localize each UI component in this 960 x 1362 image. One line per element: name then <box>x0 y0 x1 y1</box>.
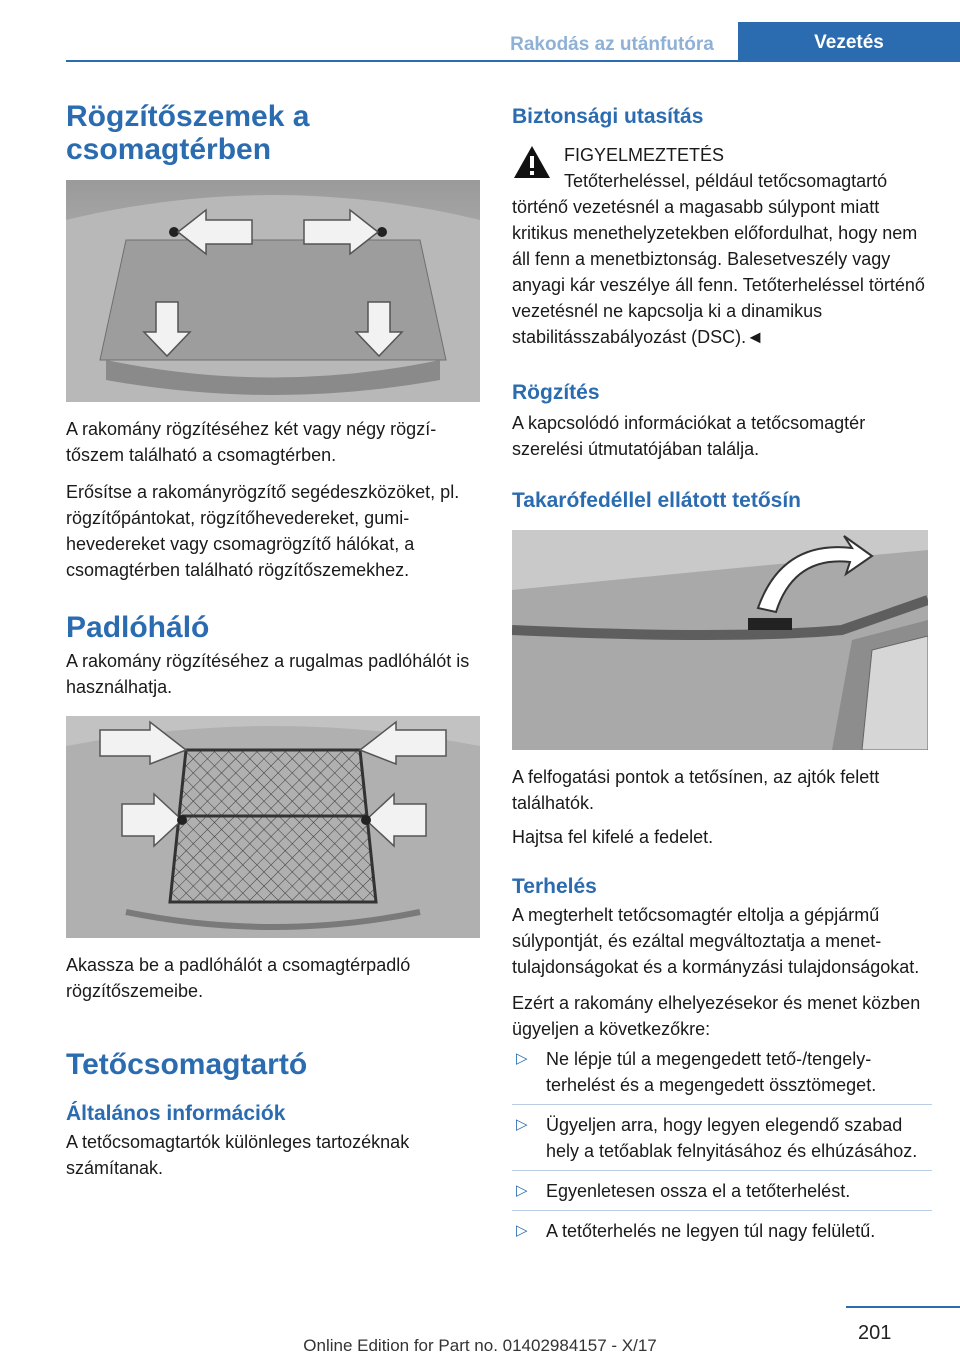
trunk-eyes-figure <box>66 180 480 402</box>
list-item: ▷ Ne lépje túl a megengedett tető-/tengelyterhelést és a megengedett össztömeget. <box>512 1046 932 1098</box>
heading-eyes: Rögzítőszemek a csomagtérben <box>66 100 310 166</box>
heading-roof-rack: Tetőcsomagtartó <box>66 1048 308 1081</box>
heading-floor-net: Padlóháló <box>66 611 210 644</box>
divider <box>512 1104 932 1105</box>
triangle-bullet-icon: ▷ <box>516 1116 528 1133</box>
paragraph-rail-1: A felfogatási pontok a tetősínen, az ajtók felett találhatók. <box>512 767 880 813</box>
triangle-bullet-icon: ▷ <box>516 1222 528 1239</box>
header-rule <box>66 60 960 62</box>
triangle-bullet-icon: ▷ <box>516 1050 528 1067</box>
warning-triangle-icon <box>512 144 552 185</box>
paragraph-fixing: A kapcsolódó információkat a tetőcsomagtér szerelési útmutatójában találja. <box>512 413 866 459</box>
trunk-eyes-illustration <box>66 180 480 402</box>
roof-rail-illustration <box>512 530 928 750</box>
list-item: ▷ Egyenletesen ossza el a tetőterhelést. <box>512 1178 932 1204</box>
bullet-list <box>512 1046 932 1244</box>
heading-fixing: Rögzítés <box>512 381 600 404</box>
divider <box>512 1210 932 1211</box>
triangle-bullet-icon: ▷ <box>516 1182 528 1199</box>
edition-footer: Online Edition for Part no. 01402984157 - X/17 <box>303 1336 657 1355</box>
roof-rail-figure <box>512 530 928 750</box>
running-section-title: Rakodás az utánfutóra <box>510 34 714 55</box>
paragraph-net-2: Akassza be a padlóhálót a csomagtérpadló rögzítőszemeibe. <box>66 955 411 1001</box>
paragraph-net-1: A rakomány rögzítéséhez a rugalmas padlóhálót is használhatja. <box>66 651 470 697</box>
paragraph-eyes-2: Erősítse a rakományrögzítő segédeszközöket, pl. rögzítőpántokat, rögzítőhevedereket, gumihevedereket vagy csomagrögzítő hálókat, a csomagtérben található rögzítőszemekhez. <box>66 482 460 580</box>
paragraph-general: A tetőcsomagtartók különleges tartozéknak számítanak. <box>66 1132 410 1178</box>
floor-net-figure <box>66 716 480 938</box>
page-number-rule <box>846 1306 960 1308</box>
heading-general-info: Általános információk <box>66 1102 286 1125</box>
left-column <box>66 100 480 1181</box>
warning-text: Tetőterheléssel, például tetőcsomagtartó történő vezetésnél a magasabb súlypont miatt kritikus menethelyzetekben előfordulhat, hogy nem áll fenn a menetbiztonság. Balesetveszély vagy anyagi kár veszélye áll fenn. Tetőterheléssel történő vezetésnél ne kapcsolja ki a dinamikus stabilitásszabályozást (DSC).◄ <box>512 171 925 347</box>
page-number: 201 <box>858 1322 892 1344</box>
chapter-tab: Vezetés <box>738 22 960 62</box>
warning-block <box>512 142 932 168</box>
divider <box>512 1170 932 1171</box>
warning-label: FIGYELMEZTETÉS <box>564 145 725 165</box>
paragraph-rail-2: Hajtsa fel kifelé a fedelet. <box>512 827 714 847</box>
list-item: ▷ Ügyeljen arra, hogy legyen elegendő szabad hely a tetőablak felnyitásához és elhúzásához. <box>512 1112 932 1164</box>
paragraph-load-1: A megterhelt tetőcsomagtér eltolja a gépjármű súlypontját, és ezáltal megváltoztatja a menettulajdonságokat és a kormányzási tulajdonságokat. <box>512 905 920 977</box>
right-column <box>512 104 932 1244</box>
heading-roof-rail: Takarófedéllel ellátott tetősín <box>512 489 802 512</box>
list-item: ▷ A tetőterhelés ne legyen túl nagy felületű. <box>512 1218 932 1244</box>
paragraph-load-2: Ezért a rakomány elhelyezésekor és menet közben ügyeljen a következőkre: <box>512 993 921 1039</box>
heading-load: Terhelés <box>512 875 597 898</box>
paragraph-eyes-1: A rakomány rögzítéséhez két vagy négy rögzítőszem található a csomagtérben. <box>66 419 437 465</box>
floor-net-illustration <box>66 716 480 938</box>
heading-safety: Biztonsági utasítás <box>512 105 704 128</box>
